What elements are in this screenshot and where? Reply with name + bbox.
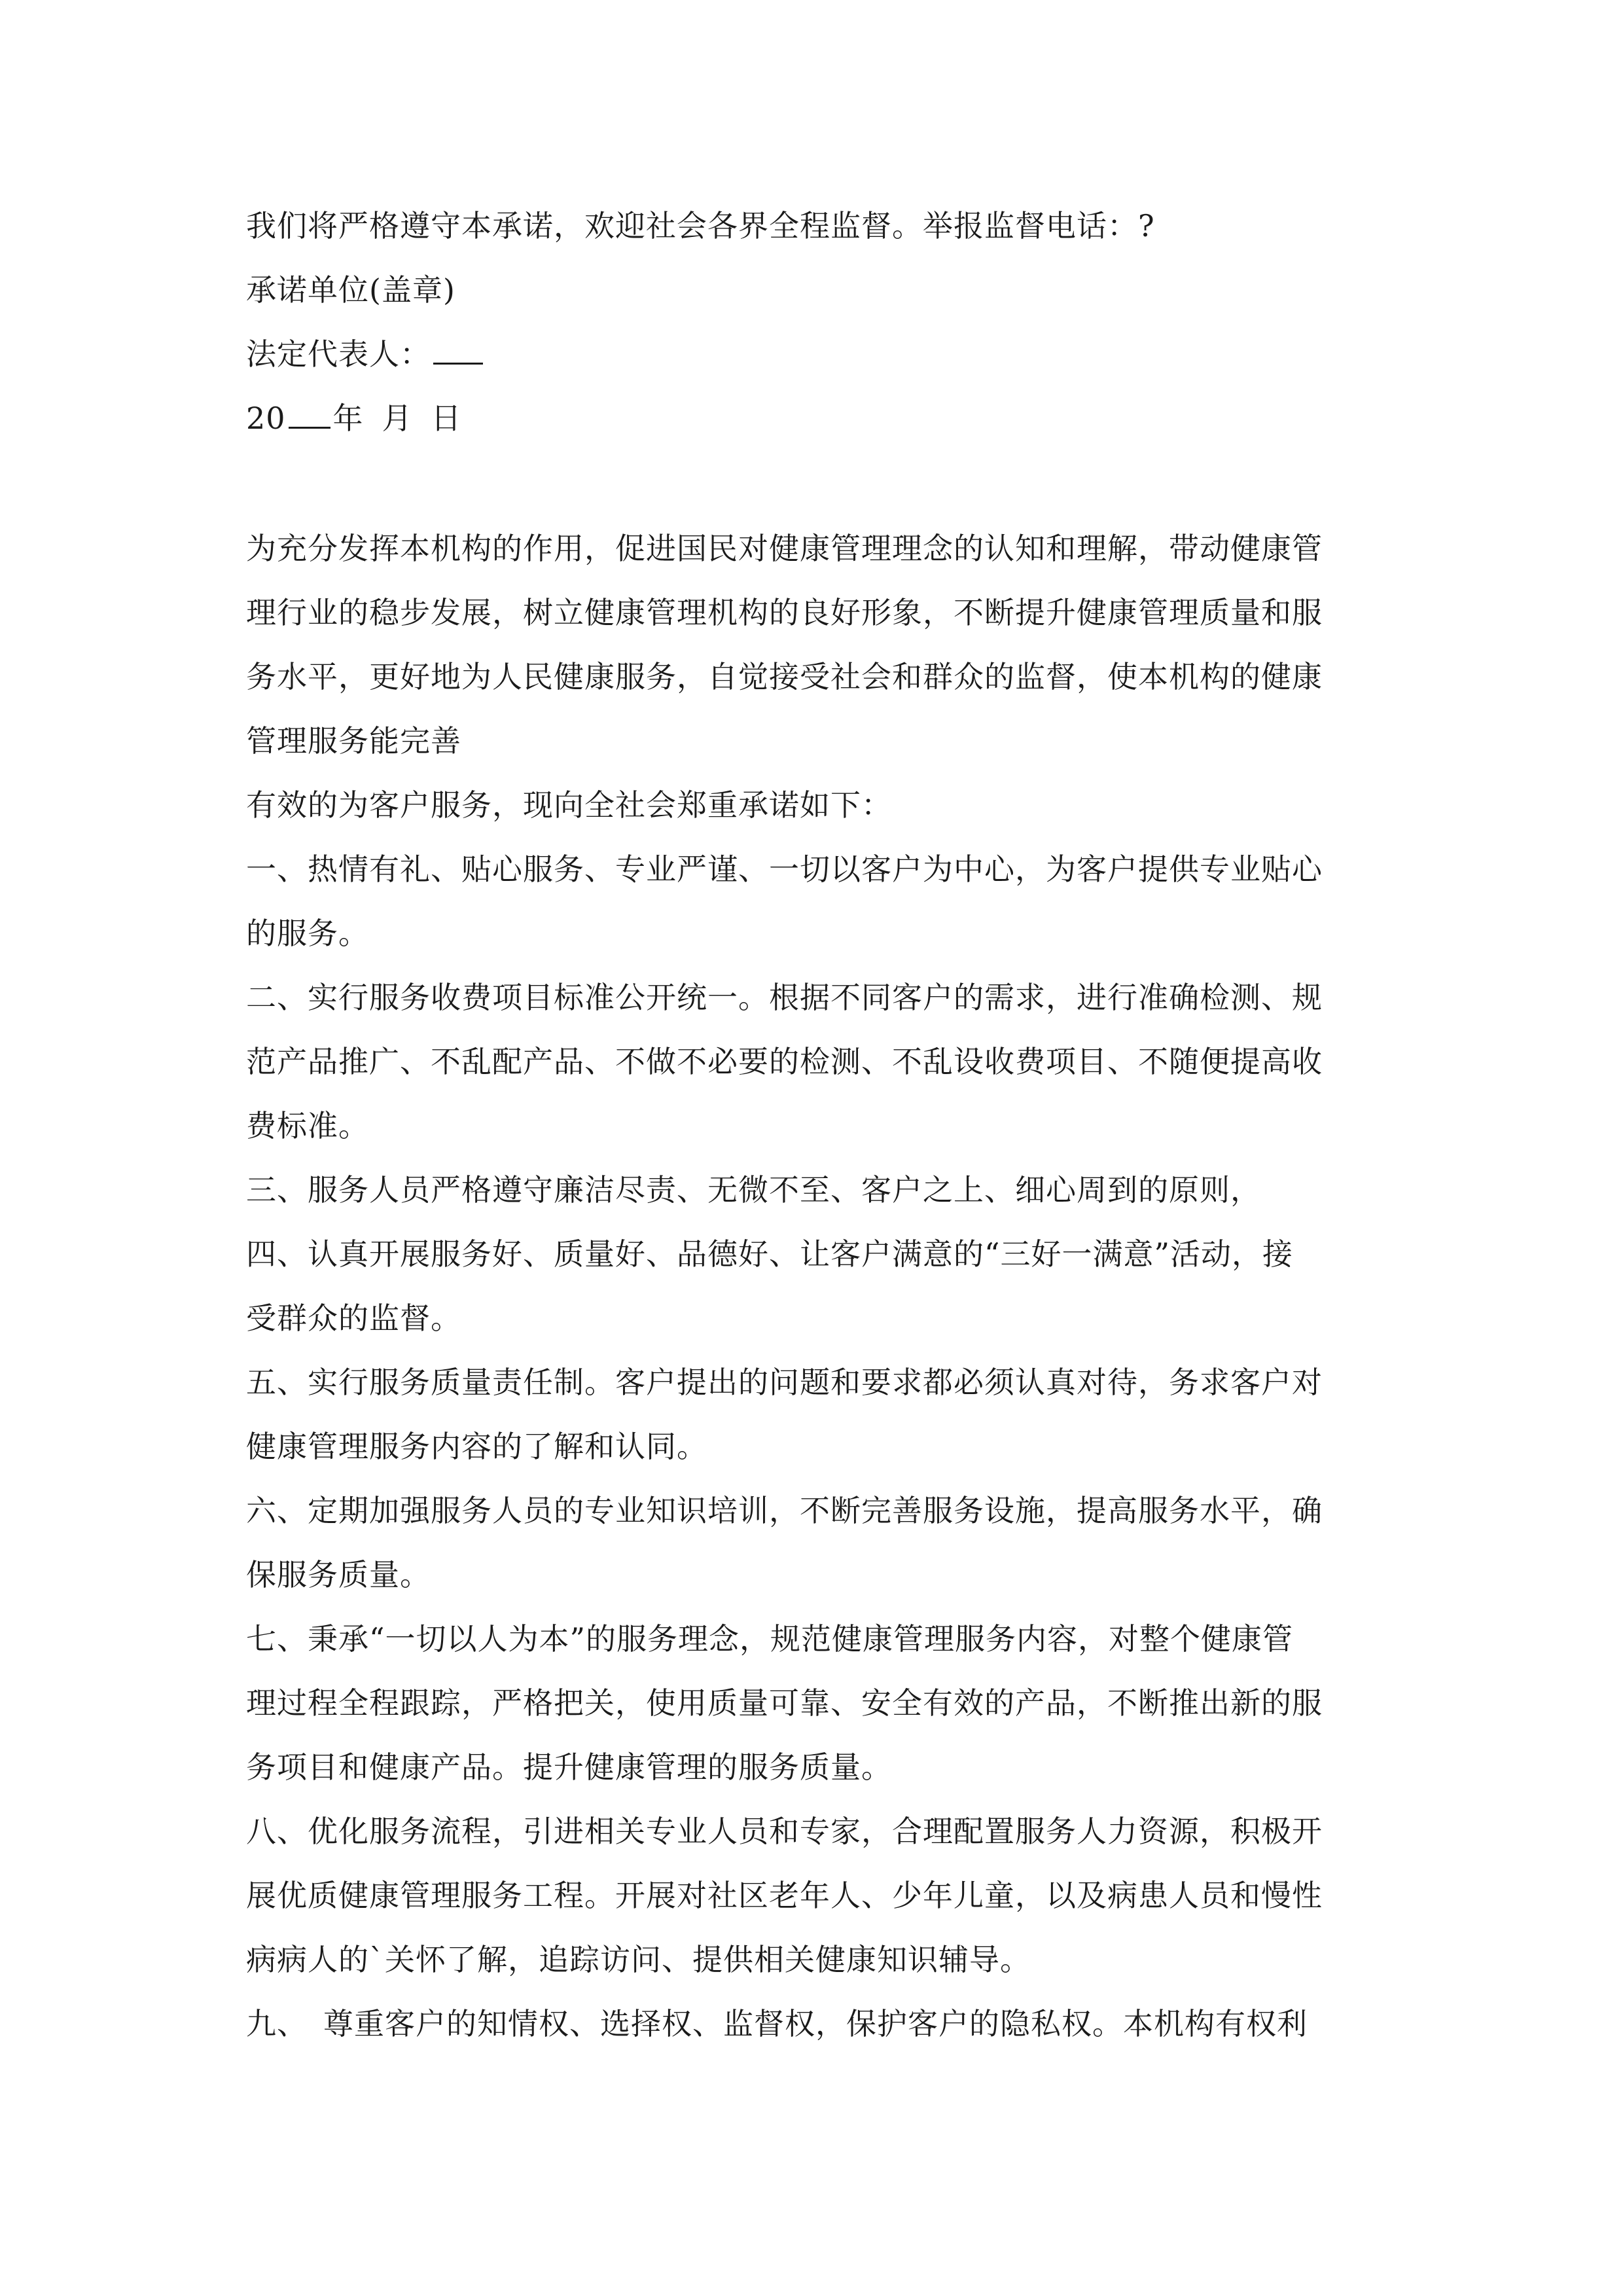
body-line: 范产品推广、不乱配产品、不做不必要的检测、不乱设收费项目、不随便提高收	[246, 1044, 1323, 1079]
legal-rep-label: 法定代表人：	[246, 336, 431, 372]
date-prefix: 20	[246, 401, 286, 436]
body-line: 的服务。	[246, 916, 369, 951]
body-line: 病病人的`关怀了解，追踪访问、提供相关健康知识辅导。	[246, 1942, 1031, 1977]
body-line: 健康管理服务内容的了解和认同。	[246, 1429, 707, 1464]
body-line: 费标准。	[246, 1108, 369, 1143]
signing-unit-line: 承诺单位(盖章)	[246, 272, 455, 308]
body-line: 受群众的监督。	[246, 1300, 461, 1336]
date-month: 月	[382, 401, 413, 436]
body-line: 展优质健康管理服务工程。开展对社区老年人、少年儿童，以及病患人员和慢性	[246, 1878, 1323, 1913]
body-line: 理过程全程跟踪，严格把关，使用质量可靠、安全有效的产品，不断推出新的服	[246, 1685, 1323, 1721]
date-year: 年	[332, 401, 364, 436]
body-line: 四、认真开展服务好、质量好、品德好、让客户满意的“三好一满意”活动，接	[246, 1236, 1294, 1272]
body-line: 理行业的稳步发展，树立健康管理机构的良好形象，不断提升健康管理质量和服	[246, 595, 1323, 630]
legal-rep-line	[246, 322, 1378, 386]
body-line: 一、热情有礼、贴心服务、专业严谨、一切以客户为中心，为客户提供专业贴心	[246, 852, 1323, 887]
commitment-line: 我们将严格遵守本承诺，欢迎社会各界全程监督。举报监督电话：?	[246, 208, 1155, 243]
body-section	[246, 516, 1378, 2056]
body-line: 九、 尊重客户的知情权、选择权、监督权，保护客户的隐私权。本机构有权利	[246, 2006, 1308, 2041]
header-section	[246, 194, 1378, 450]
body-line: 七、秉承“一切以人为本”的服务理念，规范健康管理服务内容，对整个健康管	[246, 1621, 1294, 1657]
body-line: 务项目和健康产品。提升健康管理的服务质量。	[246, 1749, 892, 1785]
date-year-blank	[289, 395, 330, 429]
body-line: 有效的为客户服务，现向全社会郑重承诺如下：	[246, 787, 892, 823]
body-line: 为充分发挥本机构的作用，促进国民对健康管理理念的认知和理解，带动健康管	[246, 531, 1323, 566]
body-line: 六、定期加强服务人员的专业知识培训，不断完善服务设施，提高服务水平，确	[246, 1493, 1323, 1528]
legal-rep-blank	[433, 331, 483, 365]
body-line: 五、实行服务质量责任制。客户提出的问题和要求都必须认真对待，务求客户对	[246, 1365, 1323, 1400]
date-line	[246, 386, 1378, 450]
body-line: 务水平，更好地为人民健康服务，自觉接受社会和群众的监督，使本机构的健康	[246, 659, 1323, 694]
body-line: 三、服务人员严格遵守廉洁尽责、无微不至、客户之上、细心周到的原则，	[246, 1172, 1261, 1208]
date-day: 日	[431, 401, 462, 436]
body-line: 八、优化服务流程，引进相关专业人员和专家，合理配置服务人力资源，积极开	[246, 1814, 1323, 1849]
body-line: 二、实行服务收费项目标准公开统一。根据不同客户的需求，进行准确检测、规	[246, 980, 1323, 1015]
body-line: 保服务质量。	[246, 1557, 431, 1592]
body-line: 管理服务能完善	[246, 723, 461, 759]
